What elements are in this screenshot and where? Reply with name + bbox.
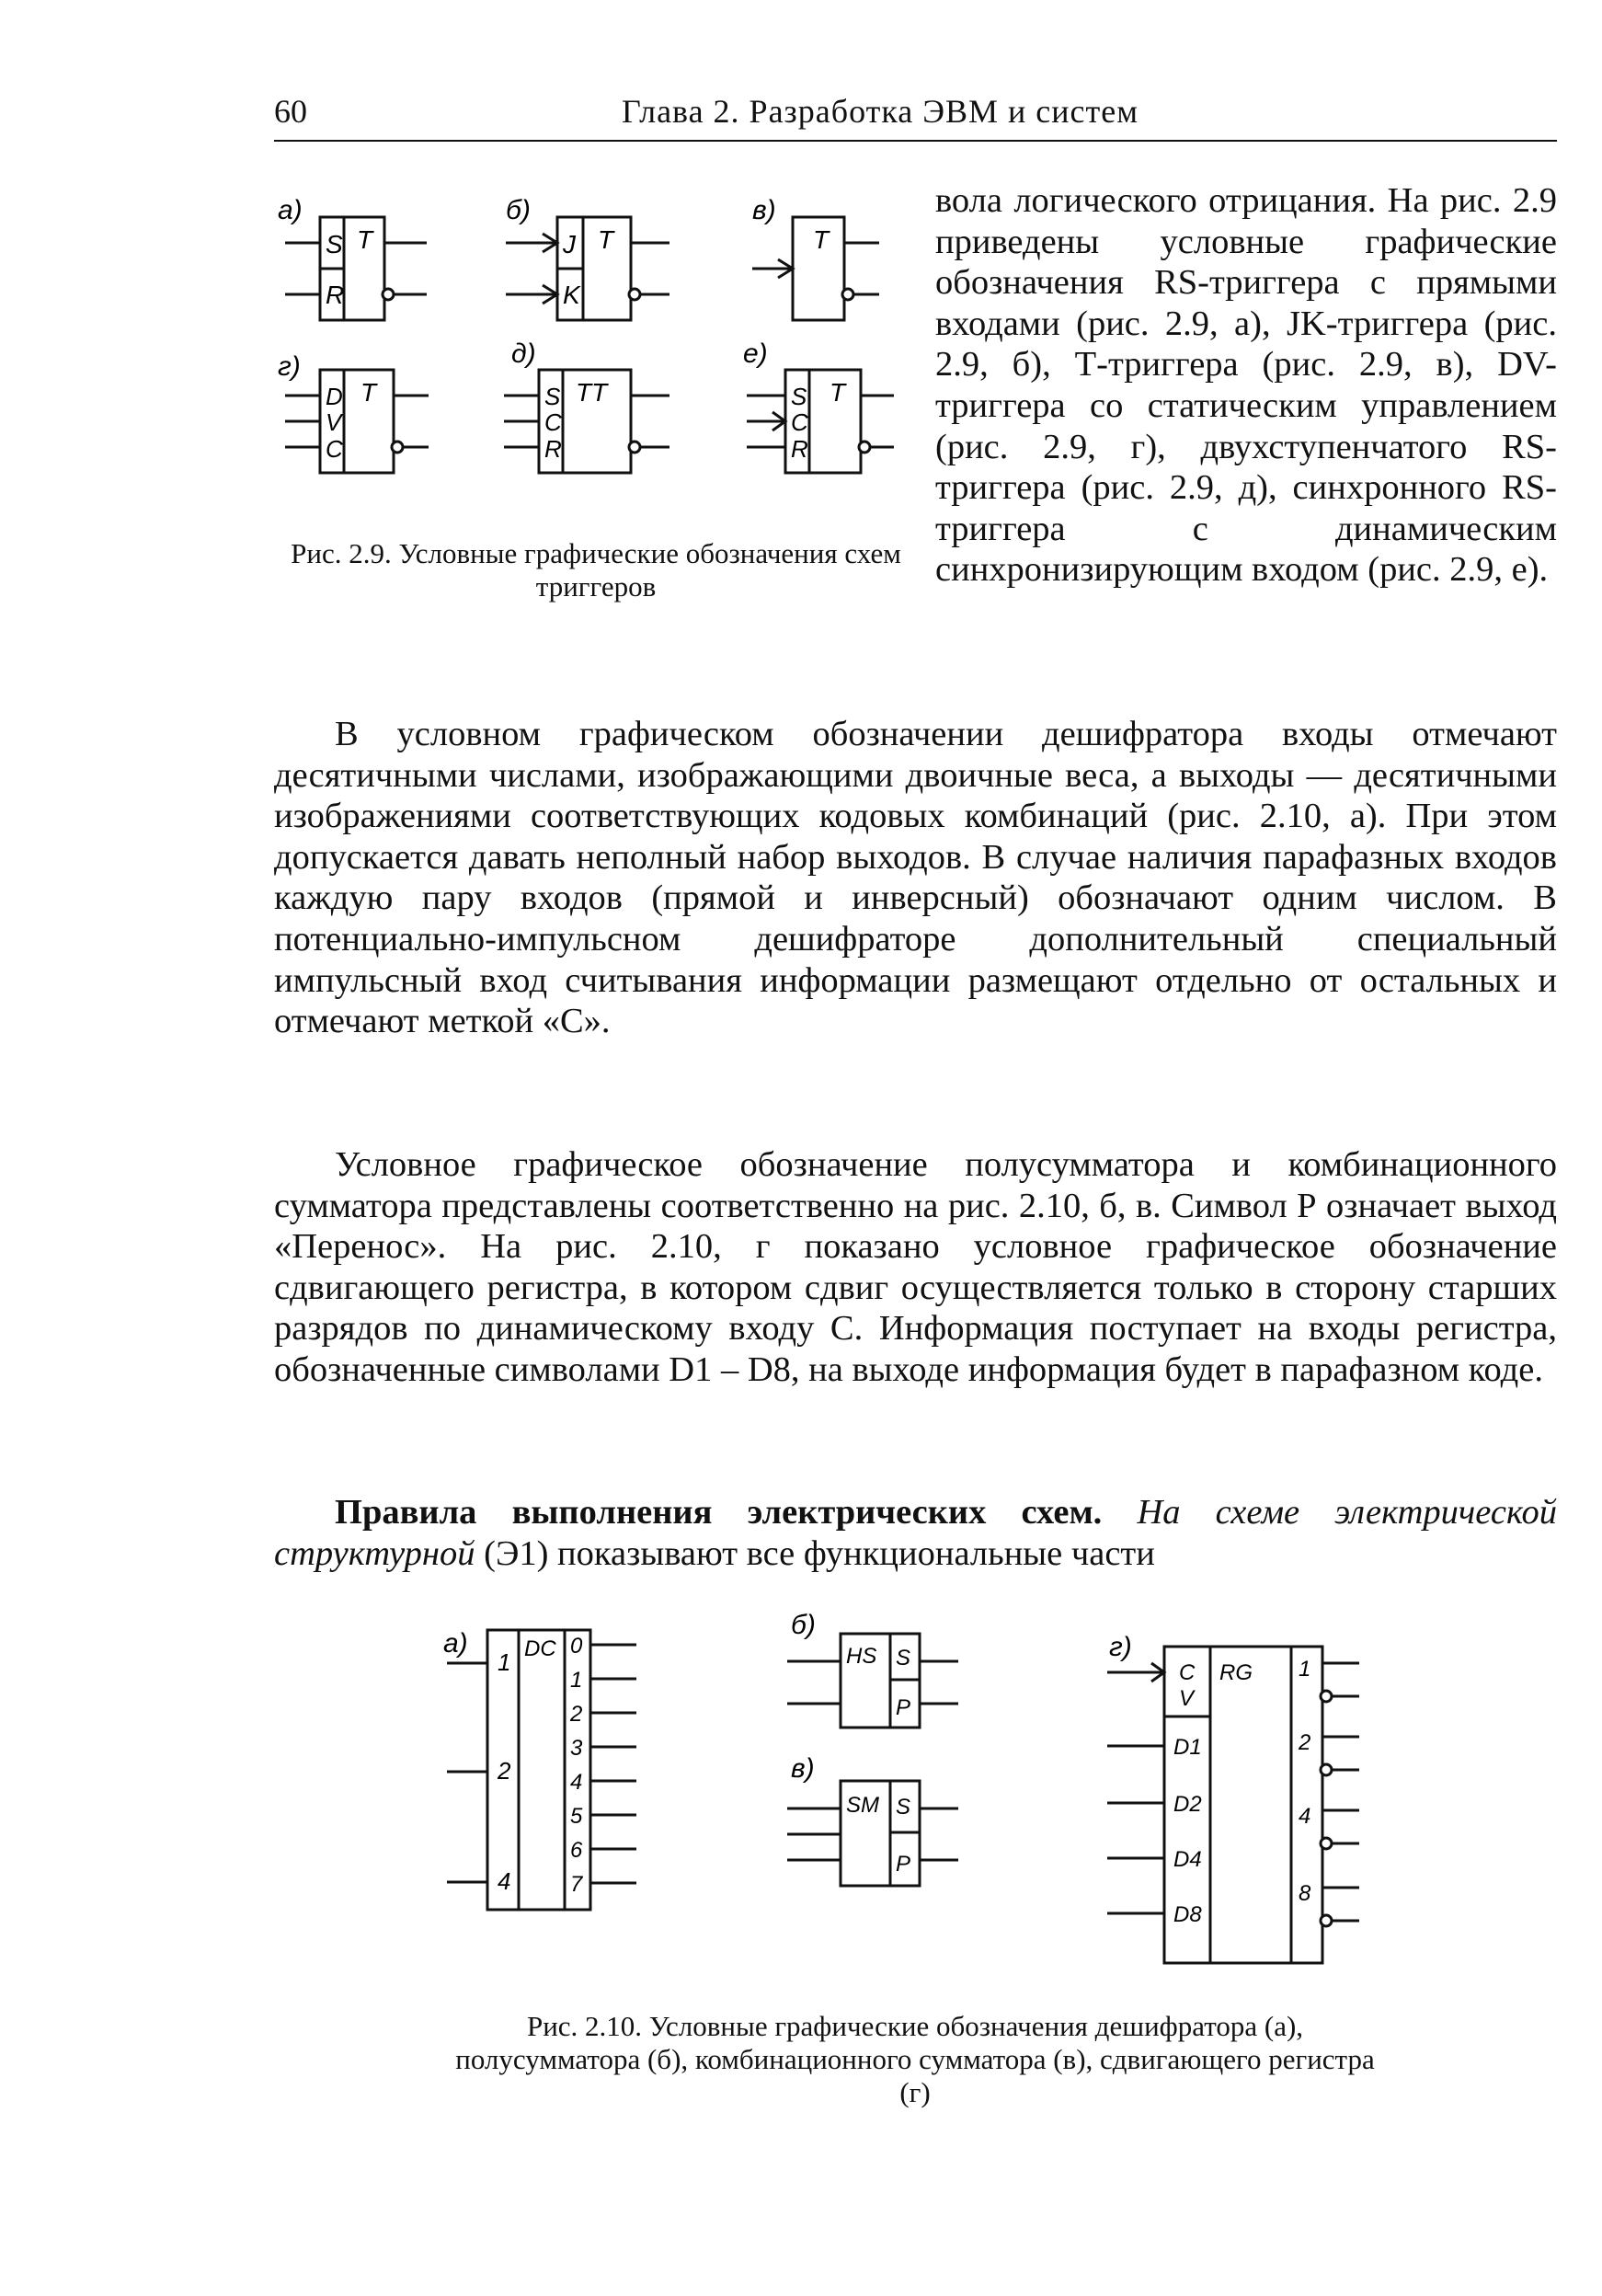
fig210-v-label: SM bbox=[846, 1793, 879, 1818]
fig210-v-p: P bbox=[896, 1852, 911, 1877]
fig29-g-t: T bbox=[360, 378, 377, 407]
fig29-a-t: T bbox=[357, 225, 373, 254]
fig29-g-c: C bbox=[326, 435, 343, 463]
paragraph-3 bbox=[274, 1492, 1557, 1574]
fig210-g-inversion-bubble bbox=[1321, 1838, 1332, 1849]
fig210-g-out-label: 4 bbox=[1299, 1804, 1311, 1829]
fig29-b-j: J bbox=[563, 230, 576, 258]
rules-heading: Правила выполнения электрических схем. bbox=[335, 1493, 1103, 1532]
fig210-v-letter: в) bbox=[791, 1753, 815, 1784]
fig29-v-t-trigger bbox=[752, 195, 879, 320]
paragraph-1: В условном графическом обозначении дешифратора входы отмечают десятичными числами, изображающими двоичные веса, а выходы — десятичными изображениями соответствующих кодовых комбинаций (рис. 2.10, а). При этом допускается давать неполный набор выходов. В случае наличия парафазных входов каждую пару входов (прямой и инверсный) обозначают одним числом. В потенциально-импульсном дешифраторе дополнительный специальный импульсный вход считывания информации размещают отдельно от остальных и отмечают меткой «С». bbox=[274, 715, 1557, 1041]
fig210-a-out-label: 2 bbox=[570, 1702, 583, 1727]
paragraph-adders bbox=[274, 1144, 1557, 1391]
fig29-e-s: S bbox=[791, 383, 807, 410]
fig29-e-sync-rs-trigger bbox=[743, 339, 894, 473]
fig210-g-c: C bbox=[1179, 1660, 1196, 1685]
fig29-d-s: S bbox=[544, 383, 561, 410]
fig29-e-c: C bbox=[791, 408, 808, 436]
fig210-b-letter: б) bbox=[791, 1610, 816, 1640]
fig29-v-letter: в) bbox=[752, 195, 776, 225]
fig29-d-tt-trigger bbox=[504, 339, 669, 473]
fig210-g-in-label: D8 bbox=[1173, 1902, 1202, 1927]
fig29-a-rs-trigger bbox=[278, 195, 427, 320]
rules-rest: (Э1) показывают все функциональные части bbox=[484, 1533, 1155, 1573]
fig210-g-letter: г) bbox=[1109, 1632, 1132, 1662]
fig210-g-inversion-bubble bbox=[1321, 1764, 1332, 1775]
fig210-g-out-label: 1 bbox=[1299, 1657, 1311, 1682]
side-text bbox=[935, 180, 1557, 591]
fig210-b-s: S bbox=[896, 1646, 911, 1670]
fig210-a-in-2: 2 bbox=[498, 1757, 511, 1785]
side-paragraph: вола логического отрицания. На рис. 2.9 приведены условные графические обозначения RS-триггера с прямыми входами (рис. 2.9, а), JK-триггера (рис. 2.9, б), Т-триггера (рис. 2.9, в), DV-триггера со статическим управлением (рис. 2.9, г), двухступенчатого RS-триггера (рис. 2.9, д), синхронного RS-триггера с динамическим синхронизирующим входом (рис. 2.9, е). bbox=[935, 181, 1557, 590]
fig210-a-out-label: 6 bbox=[570, 1838, 583, 1863]
fig29-e-letter: е) bbox=[743, 339, 768, 369]
paragraph-decoder bbox=[274, 714, 1557, 1042]
fig29-a-s: S bbox=[326, 230, 343, 258]
fig210-a-in-1: 1 bbox=[498, 1648, 511, 1676]
fig29-a-r: R bbox=[326, 281, 345, 309]
fig29-b-k: K bbox=[563, 281, 580, 309]
page-number: 60 bbox=[274, 93, 307, 130]
fig210-a-letter: а) bbox=[443, 1628, 468, 1659]
paragraph-2: Условное графическое обозначение полусумматора и комбинационного сумматора представлены соответственно на рис. 2.10, б, в. Символ Р означает выход «Перенос». На рис. 2.10, г показано условное графическое обозначение сдвигающего регистра, в котором сдвиг осуществляется только в сторону старших разрядов по динамическому входу С. Информация поступает на входы регистра, обозначенные символами D1 – D8, на выходе информация будет в парафазном коде. bbox=[274, 1145, 1557, 1389]
fig29-g-d: D bbox=[326, 383, 343, 410]
fig210-a-out-label: 5 bbox=[570, 1804, 583, 1829]
fig210-g-out-label: 8 bbox=[1299, 1881, 1311, 1906]
fig29-g-v: V bbox=[326, 408, 342, 436]
fig210-b-label: HS bbox=[846, 1644, 877, 1669]
fig29-d-r: R bbox=[544, 435, 562, 463]
fig29-e-r: R bbox=[791, 435, 808, 463]
fig210-g-in-label: D2 bbox=[1173, 1792, 1202, 1817]
chapter-title: Глава 2. Разработка ЭВМ и систем bbox=[622, 93, 1139, 130]
fig210-a-out-label: 0 bbox=[570, 1634, 583, 1659]
fig29-b-t: T bbox=[598, 225, 614, 254]
fig210-g-in-label: D4 bbox=[1173, 1847, 1202, 1872]
fig210-g-v: V bbox=[1179, 1686, 1195, 1711]
fig210-b-p: P bbox=[896, 1695, 911, 1720]
fig210-g-label: RG bbox=[1219, 1660, 1253, 1685]
fig210-a-out-label: 4 bbox=[570, 1770, 583, 1795]
fig210-g-shift-register bbox=[1107, 1632, 1359, 1963]
fig210-a-label: DC bbox=[524, 1636, 556, 1661]
fig29-a-letter: а) bbox=[278, 195, 303, 225]
fig29-e-t: T bbox=[830, 378, 846, 407]
fig210-g-in-label: D1 bbox=[1173, 1735, 1202, 1760]
fig210-g-inversion-bubble bbox=[1321, 1915, 1332, 1926]
fig210-g-inversion-bubble bbox=[1321, 1691, 1332, 1702]
fig29-d-c: C bbox=[544, 408, 562, 436]
fig29-g-letter: г) bbox=[278, 351, 301, 382]
fig210-g-out-label: 2 bbox=[1299, 1730, 1311, 1755]
paragraph-rules bbox=[274, 1492, 1557, 1574]
fig29-b-letter: б) bbox=[506, 195, 531, 225]
fig29-b-jk-trigger bbox=[506, 195, 669, 320]
fig210-caption: Рис. 2.10. Условные графические обозначения дешифратора (а), полусумматора (б), комбинационного сумматора (в), сдвигающего регистра (г) bbox=[455, 2010, 1375, 2108]
fig29-caption: Рис. 2.9. Условные графические обозначения схем триггеров bbox=[291, 537, 901, 603]
fig210-a-decoder bbox=[443, 1628, 636, 1910]
fig210-a-out-label: 1 bbox=[570, 1668, 583, 1693]
fig29-d-tt: TT bbox=[576, 378, 608, 407]
fig29-g-dv-trigger bbox=[278, 351, 429, 473]
fig29-v-t: T bbox=[813, 225, 830, 254]
fig210-v-s: S bbox=[896, 1795, 911, 1820]
fig29-d-letter: д) bbox=[511, 339, 536, 369]
fig210-a-out-label: 7 bbox=[570, 1872, 583, 1897]
fig210-a-out-label: 3 bbox=[570, 1736, 583, 1761]
fig210-v-full-adder bbox=[787, 1753, 958, 1886]
fig210-a-in-4: 4 bbox=[498, 1867, 511, 1895]
rules-italic: На схеме электрической структурной bbox=[274, 1493, 1557, 1573]
fig210-b-half-adder bbox=[787, 1610, 958, 1728]
